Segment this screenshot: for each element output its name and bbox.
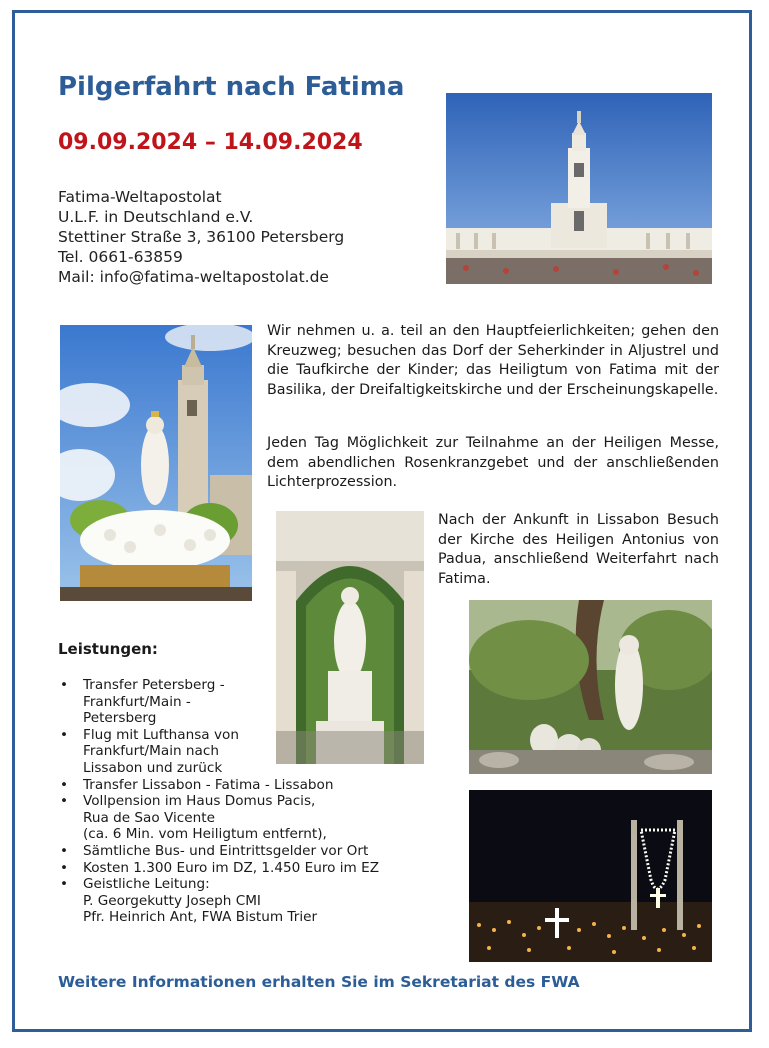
list-item-line: • Sämtliche Bus- und Eintrittsgelder vor Ort: [83, 842, 369, 859]
list-item: [58, 843, 413, 860]
list-item: [58, 727, 413, 777]
trip-dates: 09.09.2024 – 14.09.2024: [58, 130, 363, 155]
list-item-line: Frankfurt/Main -: [83, 693, 191, 710]
list-item-line: • Kosten 1.300 Euro im DZ, 1.450 Euro im EZ: [83, 859, 380, 876]
organizer-address: [58, 187, 344, 287]
address-line: Stettiner Straße 3, 36100 Petersberg: [58, 228, 345, 246]
list-item-line: Petersberg: [83, 710, 157, 727]
list-item-line: Frankfurt/Main nach: [83, 743, 219, 760]
intro-paragraph: Wir nehmen u. a. teil an den Hauptfeierlichkeiten; gehen den Kreuzweg; besuchen das Dorf der Seherkinder in Aljustrel und die Taufkirche der Kinder; das Heiligtum von Fatima mit der Basilika, der Dreifaltigkeitskirche und der Erscheinungskapelle.: [267, 323, 719, 398]
list-item-line: (ca. 6 Min. vom Heiligtum entfernt),: [83, 826, 327, 843]
list-item-line: • Transfer Petersberg -: [83, 677, 225, 693]
madonna-procession-photo: [60, 325, 252, 601]
address-phone: Tel. 0661-63859: [58, 248, 183, 266]
footer-info: Weitere Informationen erhalten Sie im Sekretariat des FWA: [58, 973, 580, 991]
list-item: [58, 777, 413, 794]
list-item-line: Pfr. Heinrich Ant, FWA Bistum Trier: [83, 909, 318, 926]
basilica-photo: [446, 93, 712, 284]
list-item: [58, 793, 413, 843]
list-item: [58, 860, 413, 877]
services-list: [58, 677, 413, 926]
arrival-paragraph: Nach der Ankunft in Lissabon Besuch der Kirche des Heiligen Antonius von Padua, anschließend Weiterfahrt nach Fatima.: [438, 512, 719, 587]
list-item-line: • Vollpension im Haus Domus Pacis,: [83, 793, 316, 810]
shepherd-children-photo: [469, 600, 712, 774]
page-title: Pilgerfahrt nach Fatima: [58, 72, 405, 102]
list-item-line: • Geistliche Leitung:: [83, 876, 210, 893]
list-item-line: Lissabon und zurück: [83, 759, 223, 776]
list-item-line: • Flug mit Lufthansa von: [83, 726, 239, 743]
daily-mass-paragraph: Jeden Tag Möglichkeit zur Teilnahme an der Heiligen Messe, dem abendlichen Rosenkranzgebet und der anschließenden Lichterprozession.: [267, 435, 719, 490]
list-item: [58, 677, 413, 727]
list-item: [58, 876, 413, 926]
list-item-line: P. Georgekutty Joseph CMI: [83, 892, 261, 909]
list-item-line: Rua de Sao Vicente: [83, 809, 215, 826]
address-line: U.L.F. in Deutschland e.V.: [58, 208, 254, 226]
services-heading: Leistungen:: [58, 640, 158, 658]
address-email: Mail: info@fatima-weltapostolat.de: [58, 268, 329, 286]
list-item-line: • Transfer Lissabon - Fatima - Lissabon: [83, 776, 334, 793]
candle-procession-photo: [469, 790, 712, 962]
address-line: Fatima-Weltapostolat: [58, 188, 222, 206]
